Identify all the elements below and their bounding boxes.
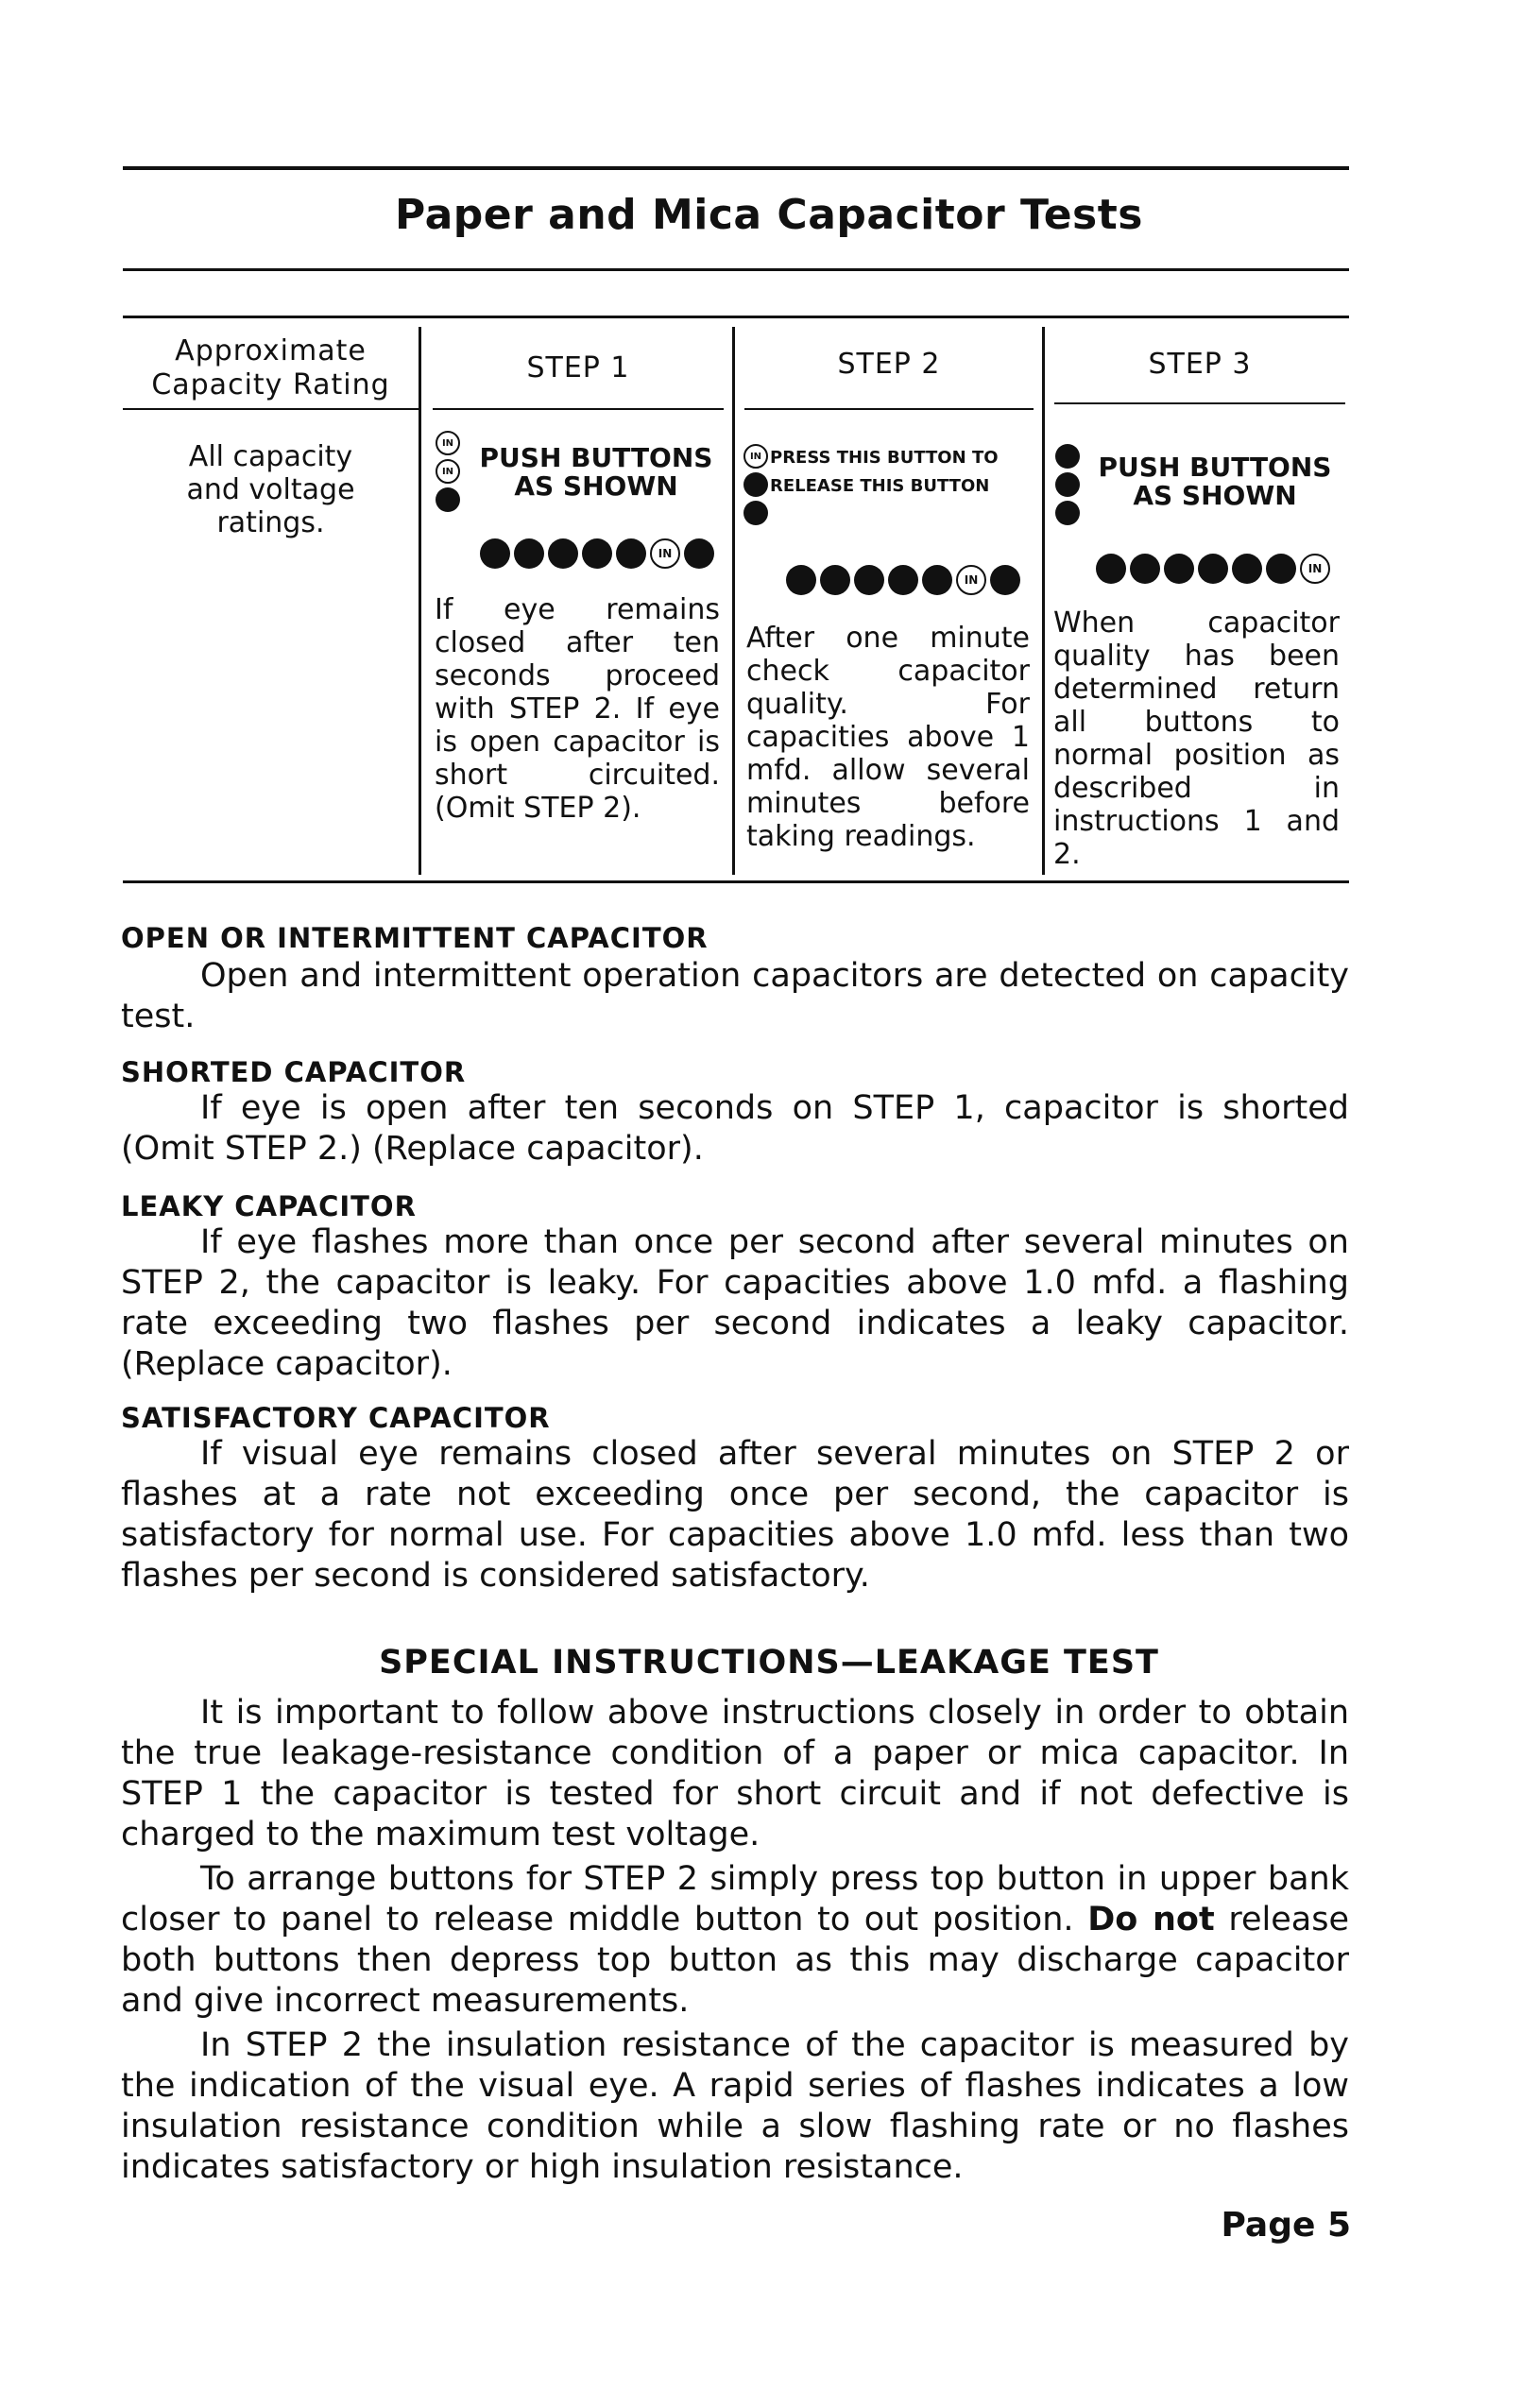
special-paragraph-2 [121, 1859, 1349, 2022]
button-dot-icon [820, 565, 850, 595]
column-divider-2 [732, 327, 735, 875]
in-button-icon: IN [1300, 554, 1330, 584]
step2-caption-line-1: PRESS THIS BUTTON TO [770, 448, 999, 468]
button-dot-icon [436, 487, 460, 512]
step2-text: After one minute check capacitor quality. For capacities above 1 mfd. allow several minutes before taking readings. [746, 622, 1030, 853]
button-dot-icon [1055, 444, 1080, 469]
button-dot-icon [743, 501, 768, 525]
header-rating-line-1: Approximate [175, 334, 367, 367]
button-dot-icon [990, 565, 1020, 595]
section-paragraph: Open and intermittent operation capacitors are detected on capacity test. [121, 957, 1349, 1035]
rating-text [123, 440, 419, 539]
rating-line-1: All capacity [188, 440, 353, 473]
in-button-icon: IN [743, 444, 768, 469]
button-dot-icon [548, 538, 578, 569]
header-rating-line-2: Capacity Rating [151, 368, 390, 401]
header-capacity-rating [123, 334, 419, 402]
step2-button-row [786, 565, 1020, 595]
header-step-1: STEP 1 [526, 351, 630, 384]
section-heading-shorted: SHORTED CAPACITOR [121, 1056, 467, 1088]
title-bottom-rule [123, 268, 1349, 271]
step1-caption-line-2: AS SHOWN [514, 470, 678, 502]
special-paragraph-2-a: To arrange buttons for STEP 2 simply press top button in upper bank closer to panel to release middle button to out position. [121, 1860, 1349, 1938]
button-dot-icon [480, 538, 510, 569]
step1-button-diagram [436, 431, 460, 512]
section-heading-leaky: LEAKY CAPACITOR [121, 1190, 417, 1222]
step1-text: If eye remains closed after ten seconds proceed with STEP 2. If eye is open capacitor is short circuited. (Omit STEP 2). [435, 593, 720, 825]
special-paragraph-1: It is important to follow above instructions closely in order to obtain the true leakage-resistance condition of a paper or mica capacitor. In STEP 1 the capacitor is tested for short circuit and if not defective is charged to the maximum test voltage. [121, 1694, 1349, 1853]
section-heading-satisfactory: SATISFACTORY CAPACITOR [121, 1402, 551, 1434]
button-dot-icon [922, 565, 952, 595]
header-underline-4 [1054, 402, 1345, 404]
button-dot-icon [616, 538, 646, 569]
step3-button-diagram [1055, 444, 1080, 525]
step3-button-row [1096, 554, 1330, 584]
top-rule [123, 166, 1349, 170]
button-dot-icon [1198, 554, 1228, 584]
step3-caption [1092, 453, 1338, 510]
header-step-2: STEP 2 [837, 348, 941, 381]
section-text-satisfactory [121, 1434, 1349, 1597]
special-instructions-body [121, 1693, 1349, 2188]
special-paragraph-2-b: release both buttons then depress top button as this may discharge capacitor and give incorrect measurements. [121, 1901, 1349, 2020]
step3-caption-line-2: AS SHOWN [1133, 480, 1297, 511]
page-number: Page 5 [1221, 2206, 1351, 2245]
section-text-shorted [121, 1088, 1349, 1170]
step2-caption-line-2: RELEASE THIS BUTTON [770, 476, 990, 496]
table-top-rule [123, 316, 1349, 318]
special-instructions-heading: SPECIAL INSTRUCTIONS—LEAKAGE TEST [379, 1644, 1159, 1682]
button-dot-icon [786, 565, 816, 595]
special-paragraph-3: In STEP 2 the insulation resistance of the capacitor is measured by the indication of the visual eye. A rapid series of flashes indicates a low insulation resistance condition while a slow flashing rate or no flashes indicates satisfactory or high insulation resistance. [121, 2026, 1349, 2186]
step1-caption [478, 444, 714, 501]
rating-line-2: and voltage [186, 473, 355, 506]
section-paragraph: If eye is open after ten seconds on STEP 1, capacitor is shorted (Omit STEP 2.) (Replace capacitor). [121, 1089, 1349, 1168]
step2-button-diagram [743, 444, 768, 525]
table-bottom-rule [123, 880, 1349, 883]
button-dot-icon [514, 538, 544, 569]
section-paragraph: If eye flashes more than once per second after several minutes on STEP 2, the capacitor is leaky. For capacities above 1.0 mfd. a flashing rate exceeding two flashes per second indicates a leaky capacitor. (Replace capacitor). [121, 1223, 1349, 1383]
button-dot-icon [854, 565, 884, 595]
button-dot-icon [743, 472, 768, 497]
step3-caption-line-1: PUSH BUTTONS [1098, 452, 1332, 483]
button-dot-icon [888, 565, 918, 595]
button-dot-icon [1232, 554, 1262, 584]
button-dot-icon [1055, 501, 1080, 525]
step1-button-row [480, 538, 714, 569]
section-text-open [121, 956, 1349, 1037]
button-dot-icon [1130, 554, 1160, 584]
header-underline-3 [744, 408, 1034, 410]
in-button-icon: IN [650, 538, 680, 569]
in-button-icon: IN [436, 431, 460, 455]
button-dot-icon [1266, 554, 1296, 584]
in-button-icon: IN [436, 459, 460, 484]
page-title: Paper and Mica Capacitor Tests [395, 191, 1143, 239]
button-dot-icon [1096, 554, 1126, 584]
section-heading-open: OPEN OR INTERMITTENT CAPACITOR [121, 922, 709, 954]
rating-line-3: ratings. [216, 506, 325, 539]
section-text-leaky [121, 1222, 1349, 1385]
button-dot-icon [1164, 554, 1194, 584]
step2-caption [770, 444, 1034, 501]
button-dot-icon [1055, 472, 1080, 497]
section-paragraph: If visual eye remains closed after several minutes on STEP 2 or flashes at a rate not exceeding once per second, the capacitor is satisfactory for normal use. For capacities above 1.0 mfd. less than two flashes per second is considered satisfactory. [121, 1435, 1349, 1595]
step1-caption-line-1: PUSH BUTTONS [479, 442, 713, 473]
column-divider-3 [1042, 327, 1045, 875]
header-underline-1 [123, 408, 419, 410]
step3-text: When capacitor quality has been determined return all buttons to normal position as described in instructions 1 and 2. [1053, 606, 1340, 871]
in-button-icon: IN [956, 565, 986, 595]
special-paragraph-2-emphasis: Do not [1087, 1901, 1215, 1938]
button-dot-icon [582, 538, 612, 569]
header-underline-2 [433, 408, 724, 410]
button-dot-icon [684, 538, 714, 569]
header-step-3: STEP 3 [1148, 348, 1252, 381]
column-divider-1 [419, 327, 421, 875]
